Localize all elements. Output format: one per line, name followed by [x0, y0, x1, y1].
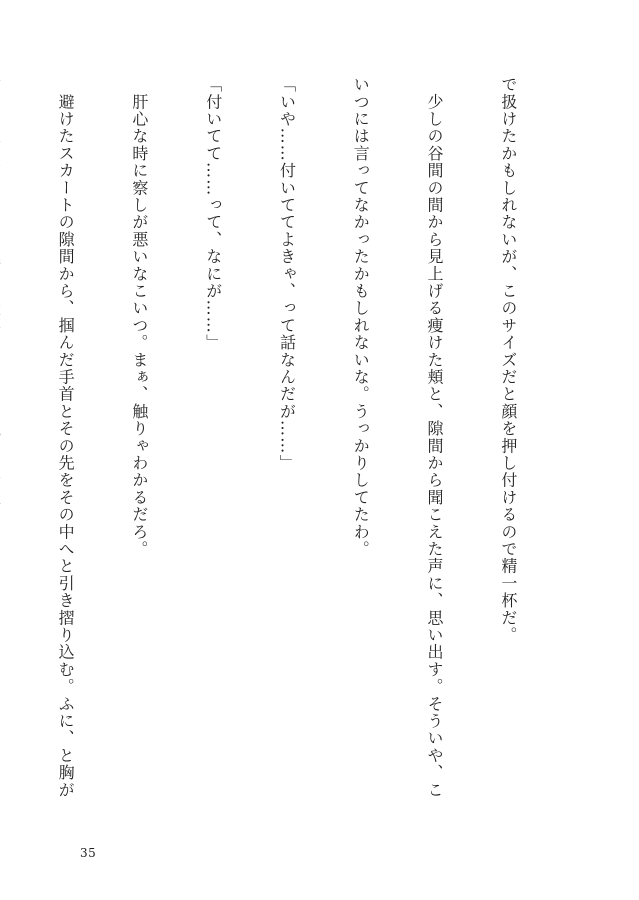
page-number: 35	[80, 846, 97, 860]
vertical-text-body	[0, 76, 569, 816]
text-line	[0, 76, 3, 816]
text-line: いつには言ってなかったかもしれないな。うっかりしてたわ。	[351, 76, 371, 558]
text-line: 避けたスカートの隙間から、掴んだ手首とその先をその中へと引き摺り込む。ふに、と胸が	[56, 76, 76, 799]
text-line: 少しの谷間の間から見上げる痩けた頬と、隙間から聞こえた声に、思い出す。そういや、こ	[425, 76, 445, 799]
text-line: 肝心な時に察しが悪いなこいつ。まぁ、触りゃわかるだろ。	[129, 76, 149, 558]
text-line: 「いや……付いててよきゃ、って話なんだが……」	[277, 76, 297, 472]
text-line: 「付いてて……って、なにが……」	[203, 76, 223, 352]
text-line: で扱けたかもしれないが、このサイズだと顔を押し付けるので精一杯だ。	[498, 76, 518, 644]
